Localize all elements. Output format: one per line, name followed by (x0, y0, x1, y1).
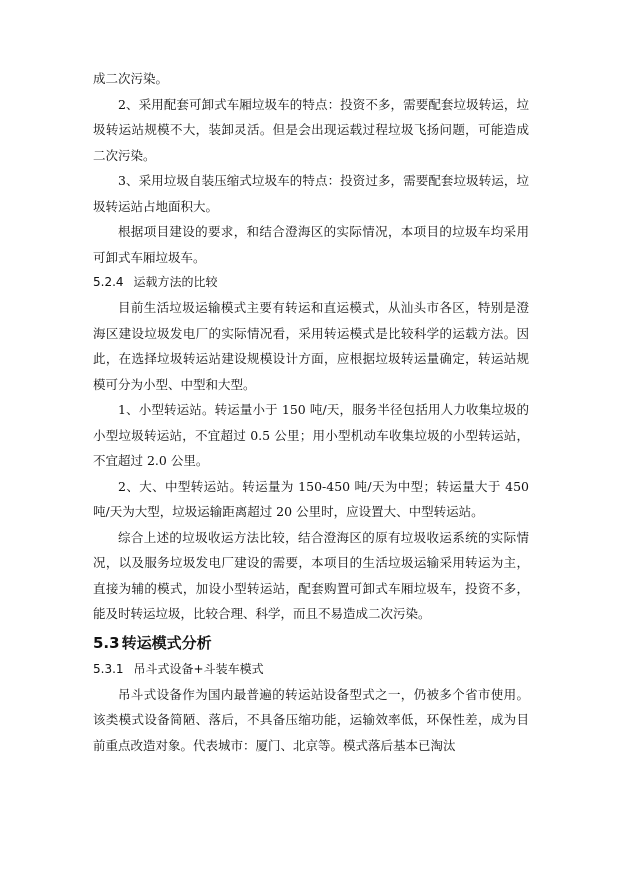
paragraph-option-2: 2、采用配套可卸式车厢垃圾车的特点：投资不多，需要配套垃圾转运，垃圾转运站规模不大，装卸灵活。但是会出现运载过程垃圾飞扬问题，可能造成二次污染。 (93, 96, 529, 163)
paragraph-bucket-equipment: 吊斗式设备作为国内最普遍的转运站设备型式之一，仍被多个省市使用。该类模式设备简陋、落后，不具备压缩功能，运输效率低，环保性差，成为目前重点改造对象。代表城市：厦门、北京等。模式落后基本已淘汰 (93, 686, 529, 753)
document-page (93, 66, 529, 758)
paragraph-conclusion-vehicle: 根据项目建设的要求，和结合澄海区的实际情况，本项目的垃圾车均采用可卸式车厢垃圾车。 (93, 224, 529, 265)
heading-number: 5.2.4 (93, 275, 124, 289)
heading-5-2-4 (93, 270, 529, 295)
heading-number: 5.3.1 (93, 661, 124, 676)
heading-number: 5.3 (93, 633, 120, 652)
heading-title: 运载方法的比较 (133, 275, 218, 289)
heading-5-3-1 (93, 657, 529, 682)
heading-title: 转运模式分析 (121, 633, 212, 652)
paragraph-option-3: 3、采用垃圾自装压缩式垃圾车的特点：投资过多，需要配套垃圾转运，垃圾转运站占地面积大。 (93, 173, 529, 214)
paragraph-continuation: 成二次污染。 (93, 71, 169, 86)
paragraph-transport-modes: 目前生活垃圾运输模式主要有转运和直运模式，从汕头市各区，特别是澄海区建设垃圾发电厂的实际情况看，采用转运模式是比较科学的运载方法。因此，在选择垃圾转运站建设规模设计方面，应根据垃圾转运量确定，转运站规模可分为小型、中型和大型。 (93, 300, 529, 392)
paragraph-large-medium-station: 2、大、中型转运站。转运量为 150-450 吨/天为中型；转运量大于 450 吨/天为大型，垃圾运输距离超过 20 公里时，应设置大、中型转运站。 (93, 478, 529, 519)
paragraph-summary: 综合上述的垃圾收运方法比较，结合澄海区的原有垃圾收运系统的实际情况，以及服务垃圾发电厂建设的需要，本项目的生活垃圾运输采用转运为主，直接为辅的模式，加设小型转运站，配套购置可卸式车厢垃圾车，投资不多，能及时转运垃圾，比较合理、科学，而且不易造成二次污染。 (93, 529, 529, 621)
heading-5-3 (93, 629, 529, 657)
paragraph-small-station: 1、小型转运站。转运量小于 150 吨/天，服务半径包括用人力收集垃圾的小型垃圾转运站，不宜超过 0.5 公里；用小型机动车收集垃圾的小型转运站，不宜超过 2.0 公里。 (93, 402, 529, 468)
heading-title: 吊斗式设备+斗装车模式 (133, 661, 264, 676)
